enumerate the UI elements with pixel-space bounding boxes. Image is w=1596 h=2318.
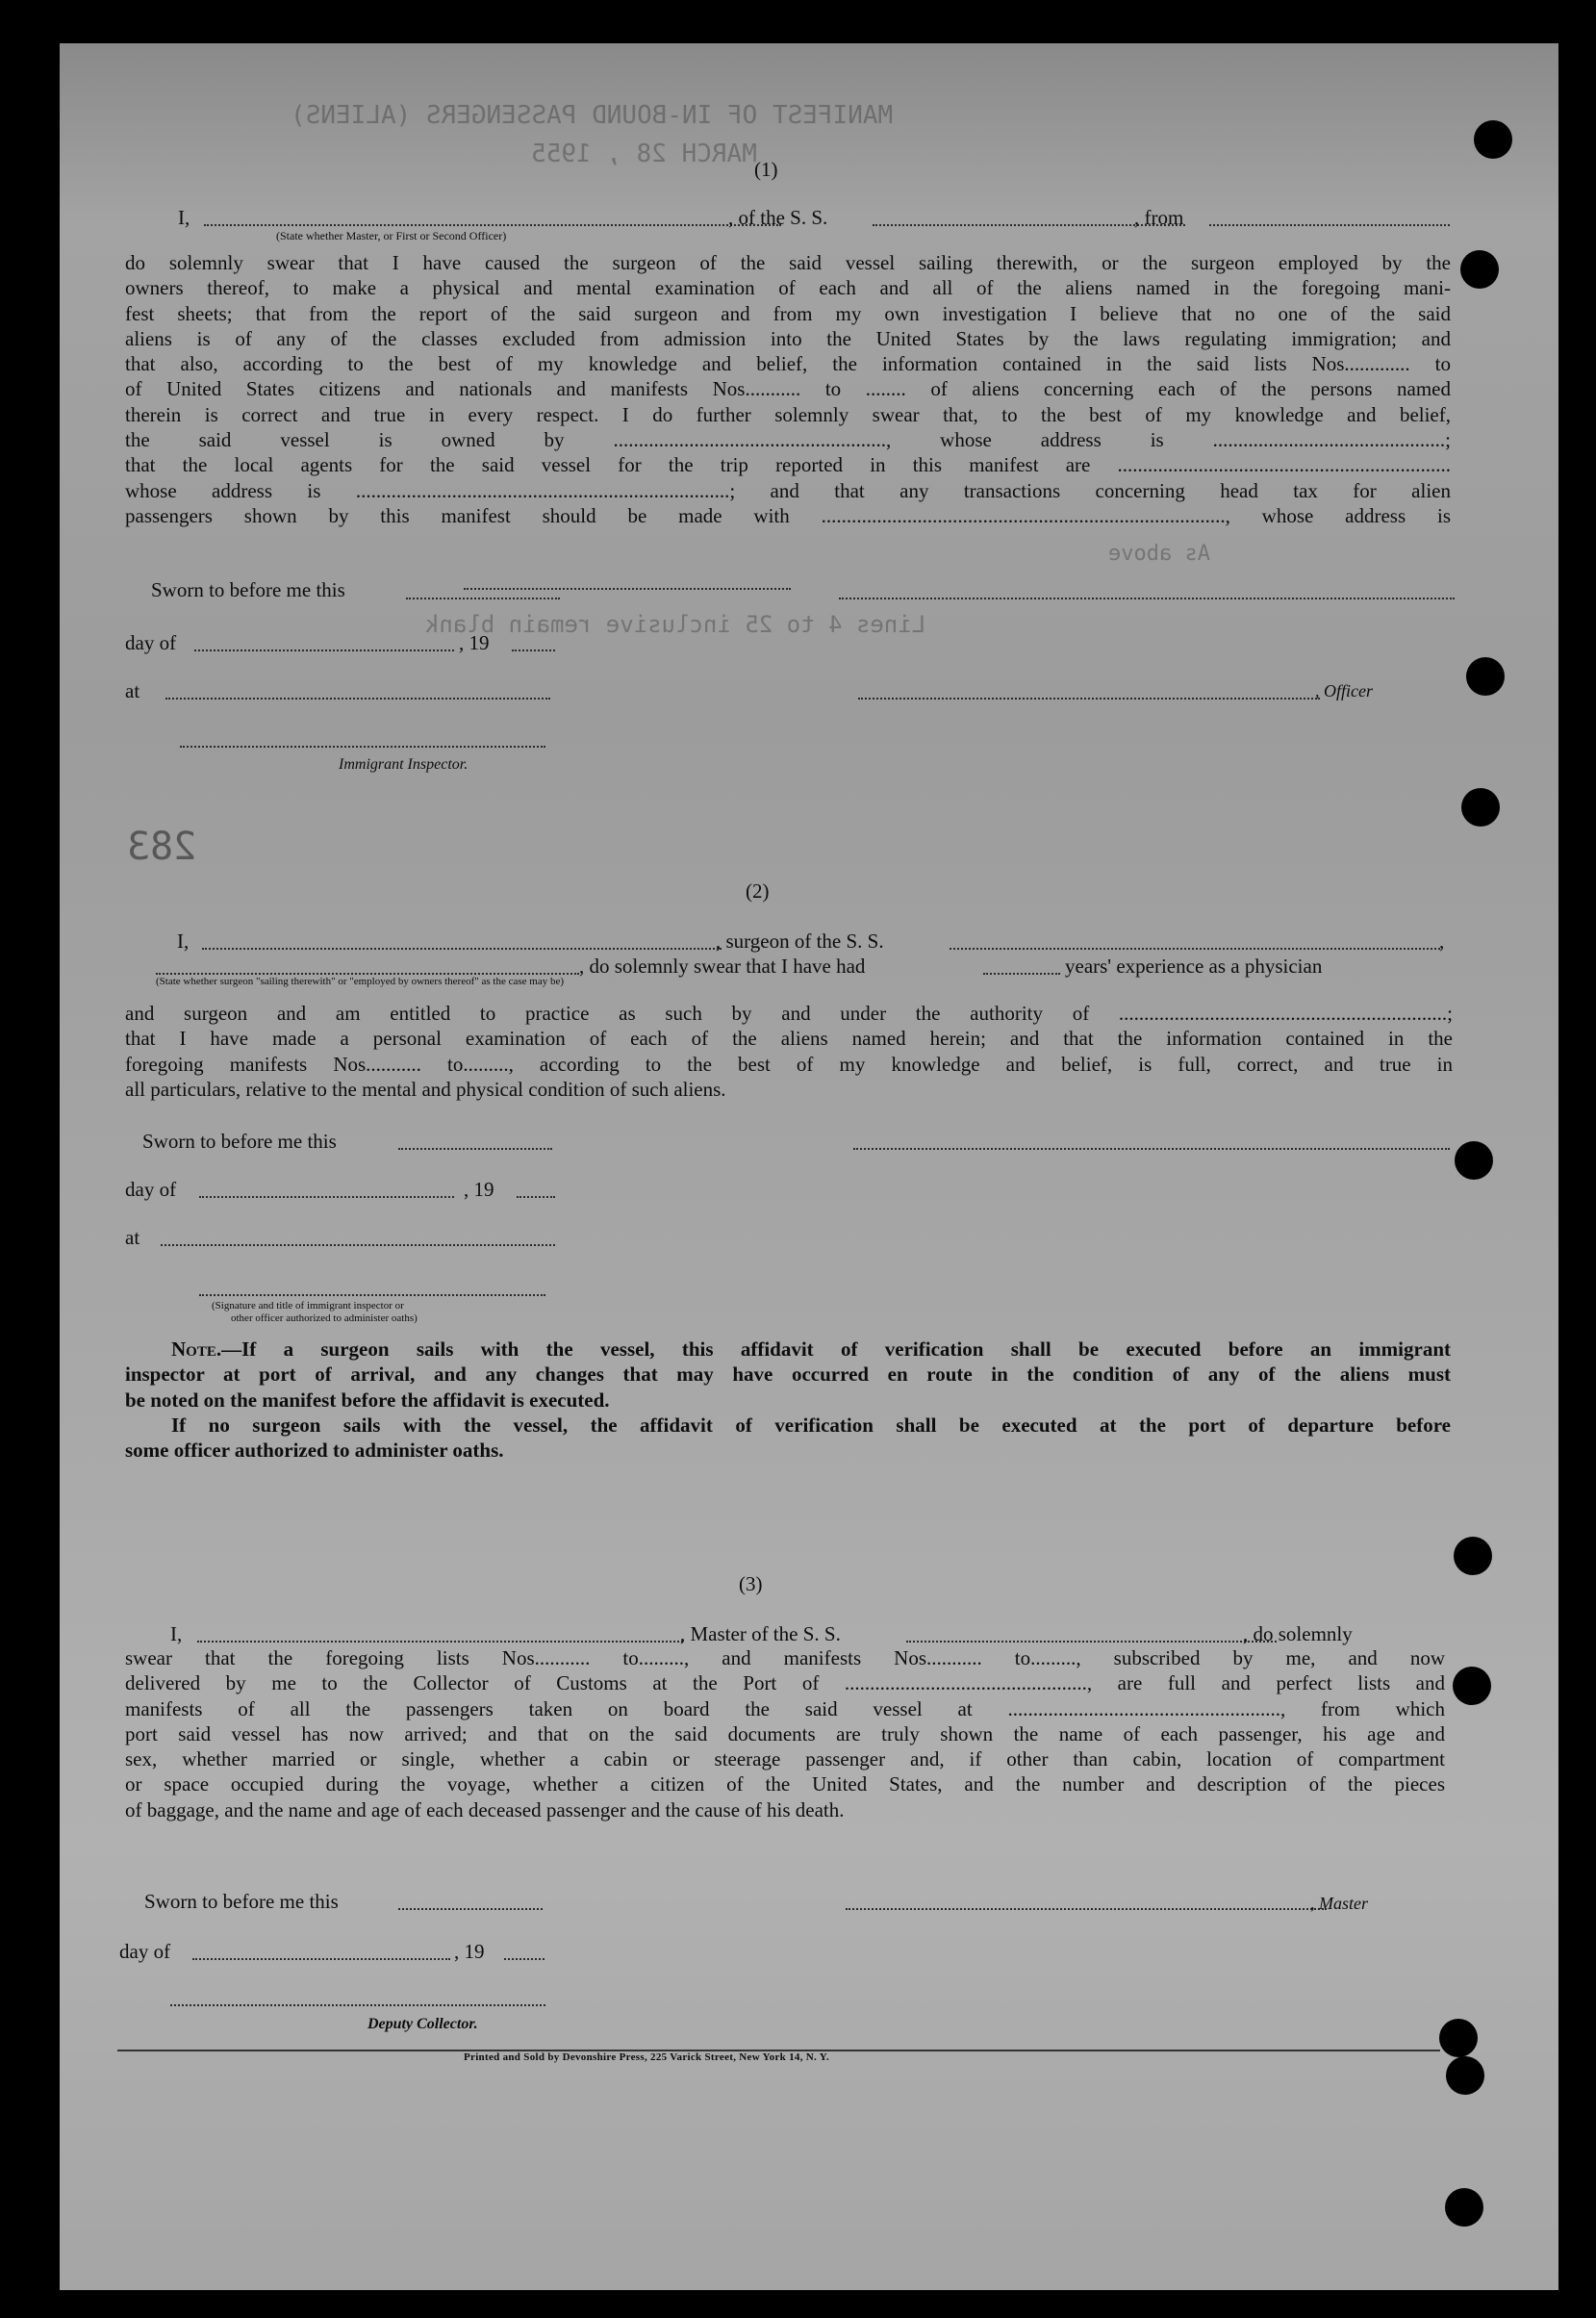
oath-line: fest sheets; that from the report of the said surgeon and from my own investigation I believe that no one of the said [125,301,1451,325]
surgeon-name-line [202,948,722,950]
do-solemnly-label: , do solemnly [1243,1622,1353,1645]
section-3-oath-text [125,1645,1445,1822]
day-of-label-1: day of [125,631,177,654]
year-label-1: , 19 [459,631,490,654]
of-ss-label: , of the S. S. [728,206,828,229]
oath-line: manifests of all the passengers taken on board the said vessel at ......................................................, from which [125,1696,1445,1720]
officer-signature-top-line [839,598,1455,599]
oath-line: or space occupied during the voyage, whether a citizen of the United States, and the number and description of the pieces [125,1772,1445,1796]
note-line: —If a surgeon sails with the vessel, this affidavit of verification shall be executed before an immigrant [221,1337,1451,1361]
inspector-label: Immigrant Inspector. [339,756,469,773]
day-of-label-3: day of [119,1940,171,1963]
collector-signature-line [170,2004,545,2006]
section-3-heading: (3) [739,1572,763,1595]
oath-line: that also, according to the best of my knowledge and belief, the information contained in the said lists Nos............. to [125,352,1451,376]
year-label-2: , 19 [464,1178,494,1201]
punch-hole [1454,1537,1492,1575]
master-vessel-line [906,1641,1277,1643]
year-line-3 [504,1958,545,1960]
at-label-1: at [125,679,140,702]
oath-line: whose address is ..........................................................................; and that any transactions concerning head tax for alien [125,478,1451,502]
oath-line: port said vessel has now arrived; and that on the said documents are truly shown the name of each passenger, his age and [125,1721,1445,1745]
deputy-collector-label: Deputy Collector. [367,2016,478,2032]
from-label: , from [1134,206,1184,229]
at-line-1 [165,698,550,700]
oath-line: of baggage, and the name and age of each deceased passenger and the cause of his death. [125,1797,845,1821]
oath-line: the said vessel is owned by ......................................................, whose address is ..............................................; [125,428,1451,452]
master-signature-line [846,1908,1327,1910]
section-1-oath-text [125,250,1451,528]
punch-hole [1453,1667,1491,1705]
oath-line: that the local agents for the said vessel for the trip reported in this manifest are .................................................................. [125,453,1451,477]
section-3-i: I, [170,1622,183,1645]
surgeon-of-ss-label: , surgeon of the S. S. [716,930,884,953]
bleed-through-stamp: Lines 4 to 25 inclusive remain blank [425,611,926,638]
bleed-through-note: As above [1108,542,1210,566]
punch-hole [1474,120,1512,159]
oath-line: all particulars, relative to the mental and physical condition of such aliens. [125,1077,726,1101]
surgeon-hint: (State whether surgeon "sailing therewith" or "employed by owners thereof" as the case may be) [156,976,565,987]
officer-label: , Officer [1315,681,1373,700]
day-line-2 [199,1196,454,1198]
document-sheet [60,43,1558,2290]
from-port-line [1209,224,1450,226]
section-2-oath-text [125,1001,1453,1102]
oath-line: that I have made a personal examination of each of the aliens named herein; and that the information contained in the [125,1027,1453,1051]
officer-signature-line [858,698,1320,700]
note-paragraph-2 [125,1413,1451,1464]
punch-hole [1461,788,1500,827]
oath-line: swear that the foregoing lists Nos........... to........., and manifests Nos........... to........., subscribed by me, and now [125,1646,1445,1669]
day-line-1 [194,650,454,651]
years-experience-line [983,973,1060,975]
sworn-date-line-2 [398,1148,552,1150]
solemnly-swear-label: , do solemnly swear that I have had [579,955,866,978]
punch-hole [1460,250,1499,289]
master-of-ss-label: , Master of the S. S. [680,1622,841,1645]
sig-hint-2: other officer authorized to administer oaths) [231,1312,418,1324]
oath-line: do solemnly swear that I have caused the surgeon of the said vessel sailing therewith, or the surgeon employed by the [125,251,1451,274]
address-continuation-line [464,588,791,590]
note-paragraph [125,1337,1451,1413]
punch-hole [1466,657,1505,696]
manifest-back-page [60,43,1558,2290]
surgeon-vessel-line [950,948,1440,950]
section-1-i: I, [178,206,190,229]
years-experience-label: years' experience as a physician [1065,955,1323,978]
master-name-line [197,1641,683,1643]
sworn-label-2: Sworn to before me this [142,1130,337,1153]
note-line: some officer authorized to administer oaths. [125,1439,504,1463]
sworn-date-line-1 [406,598,560,599]
year-label-3: , 19 [454,1940,485,1963]
oath-line: owners thereof, to make a physical and mental examination of each and all of the aliens named in the foregoing mani- [125,276,1451,300]
sworn-label-3: Sworn to before me this [144,1890,339,1913]
oath-line: sex, whether married or single, whether a cabin or steerage passenger and, if other than cabin, location of compartment [125,1747,1445,1771]
punch-hole [1446,2056,1484,2095]
oath-line: of United States citizens and nationals and manifests Nos........... to ........ of aliens concerning each of the persons named [125,377,1451,401]
section-1-heading: (1) [754,158,778,181]
master-sig-label: , Master [1310,1894,1368,1913]
printer-credit: Printed and Sold by Devonshire Press, 225 Varick Street, New York 14, N. Y. [464,2051,830,2063]
oath-line: delivered by me to the Collector of Customs at the Port of ................................................, are full and perfect lists and [125,1671,1445,1695]
inspector-signature-line [180,746,545,748]
oath-line: and surgeon and am entitled to practice as such by and under the authority of .................................................................; [125,1002,1453,1025]
comma-1: , [1439,930,1445,953]
section-2-i: I, [177,930,190,953]
day-of-label-2: day of [125,1178,177,1201]
day-line-3 [192,1958,450,1960]
oath-line: foregoing manifests Nos........... to........., according to the best of my knowledge and belief, is full, correct, and true in [125,1052,1453,1076]
bleed-through-header: MANIFEST OF IN-BOUND PASSENGERS (ALIENS) [291,101,894,130]
sworn-date-line-3 [398,1908,543,1910]
punch-hole [1455,1141,1493,1180]
note-line: inspector at port of arrival, and any changes that may have occurred en route in the condition of any of the aliens must [125,1363,1451,1387]
signature-title-line [199,1294,545,1296]
note-line: be noted on the manifest before the affidavit is executed. [125,1388,610,1412]
sig-hint-1: (Signature and title of immigrant inspector or [212,1300,404,1312]
sworn-label-1: Sworn to before me this [151,578,345,601]
bleed-through-date: MARCH 28 , 1955 [531,140,757,168]
oath-line: therein is correct and true in every respect. I do further solemnly swear that, to the best of my knowledge and belief, [125,402,1451,426]
officer-name-line [204,224,781,226]
note-label: Note. [171,1337,222,1361]
year-line-2 [517,1196,555,1198]
at-label-2: at [125,1226,140,1249]
punch-hole [1445,2188,1483,2227]
surgeon-signature-line [853,1148,1450,1150]
officer-hint: (State whether Master, or First or Second Officer) [276,229,507,242]
bleed-through-number: 283 [127,825,197,869]
year-line-1 [512,650,555,651]
note-line: If no surgeon sails with the vessel, the affidavit of verification shall be executed at the port of departure before [171,1414,1451,1437]
oath-line: passengers shown by this manifest should be made with ................................................................................, whose address is [125,503,1451,527]
surgeon-status-line [156,973,579,975]
oath-line: aliens is of any of the classes excluded from admission into the United States by the laws regulating immigration; and [125,326,1451,350]
punch-hole [1439,2019,1478,2057]
section-2-heading: (2) [746,879,770,903]
at-line-2 [161,1244,555,1246]
